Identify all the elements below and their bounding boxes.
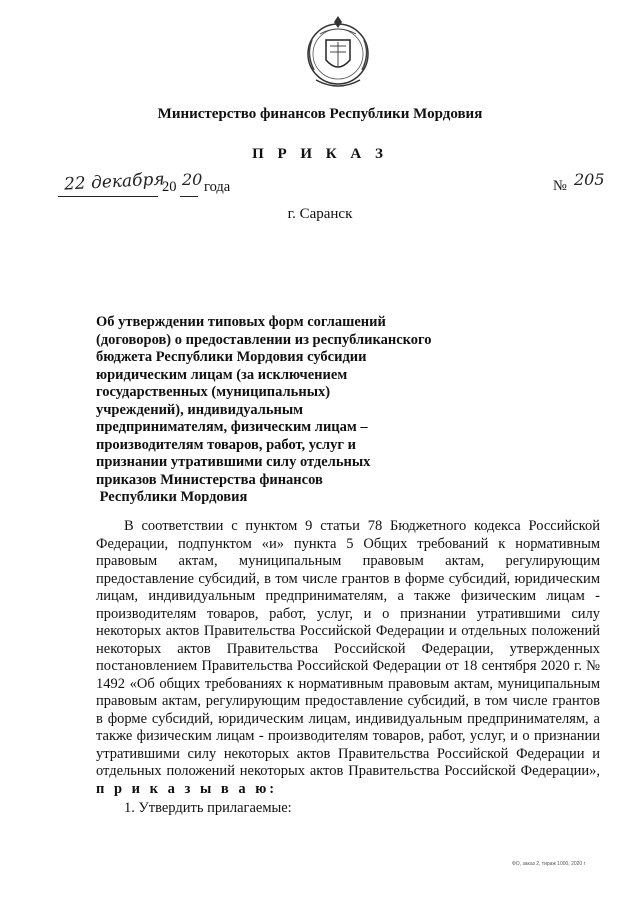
city-name: г. Саранск bbox=[287, 206, 353, 222]
preamble-text bbox=[96, 518, 600, 798]
handwritten-date: 22 декабря bbox=[63, 169, 166, 195]
handwritten-order-number: 205 bbox=[574, 170, 605, 189]
item-1: 1. Утвердить прилагаемые: bbox=[124, 800, 292, 816]
date-underline bbox=[58, 196, 158, 197]
subject-line: бюджета Республики Мордовия субсидии bbox=[96, 349, 367, 365]
order-word: п р и к а з ы в а ю: bbox=[96, 780, 278, 797]
preamble-paragraph bbox=[96, 518, 600, 798]
subject-line: Об утверждении типовых форм соглашений bbox=[96, 314, 386, 330]
subject-line: предпринимателям, физическим лицам – bbox=[96, 419, 368, 435]
year-underline bbox=[180, 196, 198, 197]
subject-line: производителям товаров, работ, услуг и bbox=[96, 436, 356, 453]
subject-line: юридическим лицам (за исключением bbox=[96, 366, 348, 383]
subject-line: Республики Мордовия bbox=[96, 489, 248, 505]
ministry-name: Министерство финансов Республики Мордовия bbox=[157, 106, 483, 122]
handwritten-year-suffix: 20 bbox=[182, 170, 203, 189]
order-subject bbox=[96, 314, 466, 507]
print-note: ФО, заказ 2, тираж 1000, 2020 г bbox=[512, 861, 586, 867]
year-word: года bbox=[204, 179, 231, 195]
date-number-line bbox=[38, 169, 605, 200]
number-label: № bbox=[553, 178, 567, 194]
subject-line: приказов Министерства финансов bbox=[96, 471, 323, 488]
subject-line: (договоров) о предоставлении из республиканского bbox=[96, 331, 432, 348]
subject-line: признании утратившими силу отдельных bbox=[96, 454, 371, 470]
coat-of-arms-emblem bbox=[300, 10, 376, 102]
document-type-title: П Р И К А З bbox=[252, 146, 388, 162]
year-prefix: 20 bbox=[162, 179, 177, 195]
subject-line: учреждений), индивидуальным bbox=[96, 401, 304, 418]
subject-line: государственных (муниципальных) bbox=[96, 384, 331, 400]
preamble-body: В соответствии с пунктом 9 статьи 78 Бюджетного кодекса Российской Федерации, подпунктом «и» пункта 5 Общих требований к нормативным правовым актам, муниципальным правовым актам, регулирующим предоставление субсидий, в том числе грантов в форме субсидий, юридическим лицам, индивидуальным предпринимателям, а также физическим лицам - производителям товаров, работ, услуг, и о признании утратившими силу некоторых актов Правительства Российской Федерации и отдельных положений некоторых актов Правительства Российской Федерации, утвержденных постановлением Правительства Российской Федерации от 18 сентября 2020 г. № 1492 «Об общих требованиях к нормативным правовым актам, муниципальным правовым актам, регулирующим предоставление субсидий, в том числе грантов в форме субсидий, юридическим лицам, индивидуальным предпринимателям, а также физическим лицам - производителям товаров, работ, услуг, и о признании утратившими силу некоторых актов Правительства Российской Федерации и отдельных положений некоторых актов Правительства Российской Федерации», bbox=[96, 518, 600, 779]
